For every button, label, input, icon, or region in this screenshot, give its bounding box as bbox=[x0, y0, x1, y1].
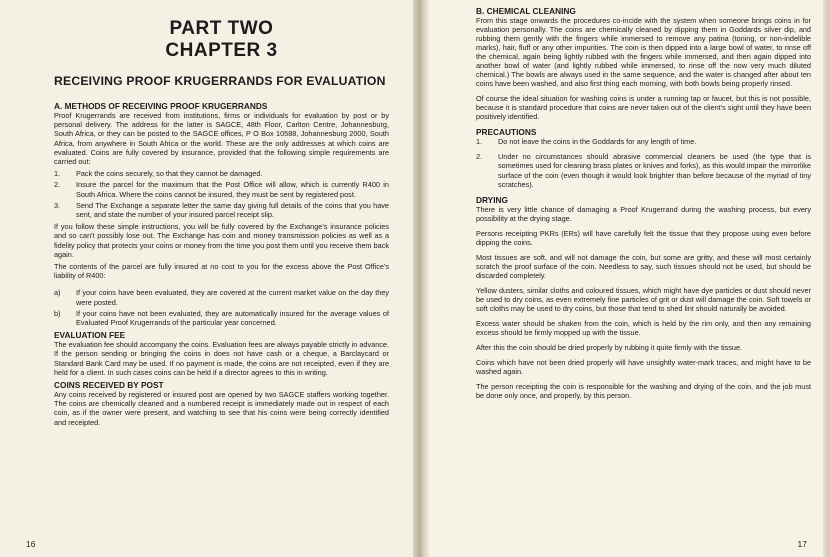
list-number: 2. bbox=[476, 152, 483, 162]
list-number: 3. bbox=[54, 200, 61, 210]
list-item bbox=[54, 180, 389, 198]
page-number-right: 17 bbox=[797, 539, 807, 549]
list-text: Under no circumstances should abrasive commercial cleaners be used (the type that is sometimes used for cleaning brass plates or knives and forks), as this would impair the mirrorlike surface of the coin (even though it would look brighter than before because of the myriad of tiny scratches). bbox=[498, 152, 811, 189]
list-text: If your coins have been evaluated, they are covered at the current market value on the day they were posted. bbox=[76, 288, 389, 307]
coins-by-post-title: COINS RECEIVED BY POST bbox=[54, 380, 164, 391]
paragraph-contents: The contents of the parcel are fully insured at no cost to you for the excess above the Post Office's liability of R400: bbox=[54, 262, 389, 281]
drying-paragraph: Yellow dusters, similar cloths and coloured tissues, which might have dye particles or dust should never be used to dry coins, as even extremely fine particles of grit or dust will damage the coin. Soft towels or soft cloths may be used to dry coins, but those that tend to shed lint should naturally be avoided. bbox=[476, 286, 811, 314]
cleaning-text: From this stage onwards the procedures co-incide with the system when someone brings coins in for evaluation personally. The coins are chemically cleaned by dipping them in Goddards silver dip, and rubbing them gently with the fingers while immersed to remove any patina (toning, or non-indelible marks), hair, fluff or any other impurities. The coin is then dipped into a large bowl of water, to rinse off the chemical, again being lightly rubbed with the fingers while immersed, and then again dipped into another bowl of water (and lightly rubbed while immersed, to rinse off the now very much diluted chemical.) The bowls are always used in the same sequence, and the water is changed after about ten coins have been washed, and also first thing each morning, with both bowls being properly rinsed. bbox=[476, 16, 811, 88]
precautions-list bbox=[476, 137, 811, 189]
list-item bbox=[54, 309, 389, 327]
drying-title: DRYING bbox=[476, 195, 508, 206]
page-number-left: 16 bbox=[26, 539, 36, 549]
list-number: 2. bbox=[54, 180, 61, 190]
list-number: b) bbox=[54, 308, 61, 318]
list-number: a) bbox=[54, 288, 61, 298]
list-text: If your coins have not been evaluated, they are automatically insured for the average values of Evaluated Proof Krugerrands of the particular year concerned. bbox=[76, 308, 389, 328]
list-text: Do not leave the coins in the Goddards for any length of time. bbox=[498, 137, 697, 146]
paragraph-follow: If you follow these simple instructions, you will be fully covered by the Exchange's insurance policies and so can't possibly lose out. The Exchange has coin and money transmission policies as well as a fidelity policy that protects your coins or money from the time you post them until you receive them back again. bbox=[54, 222, 389, 259]
coins-by-post-text: Any coins received by registered or insured post are opened by two SAGCE staffers working together. The coins are chemically cleaned and a numbered receipt is immediately made out in respect of each coin, as if the owner were present, and watching to see that his coins were being correctly identified and receipted. bbox=[54, 390, 389, 427]
drying-paragraph: Coins which have not been dried properly will have unsightly water-mark traces, and might have to be washed again. bbox=[476, 358, 811, 377]
list-item bbox=[54, 201, 389, 219]
list-number: 1. bbox=[476, 137, 483, 146]
list-text: Send The Exchange a separate letter the same day giving full details of the coins that you have sent, and state the number of your insured parcel receipt slip. bbox=[76, 200, 389, 220]
steps-list bbox=[54, 169, 389, 219]
chapter-title: CHAPTER 3 bbox=[165, 40, 278, 61]
part-title: PART TWO bbox=[169, 18, 274, 39]
list-item bbox=[476, 137, 811, 146]
book-gutter bbox=[413, 0, 429, 557]
list-item bbox=[476, 152, 811, 189]
cases-list bbox=[54, 288, 389, 327]
drying-paragraph: After this the coin should be dried properly by rubbing it quite firmly with the tissue. bbox=[476, 343, 743, 353]
right-page bbox=[429, 0, 829, 557]
section-a-title: A. METHODS OF RECEIVING PROOF KRUGERRANDS bbox=[54, 101, 268, 111]
ideal-situation-text: Of course the ideal situation for washing coins is under a running tap or faucet, but this is not possible, because it is standard procedure that coins are never taken out of the client's sight until they have been positively identified. bbox=[476, 94, 811, 121]
list-text: Insure the parcel for the maximum that the Post Office will allow, which is currently R400 in South Africa. Where the coins cannot be insured, they must be sent by registered post. bbox=[76, 180, 389, 199]
evaluation-fee-title: EVALUATION FEE bbox=[54, 330, 126, 341]
section-a-intro: Proof Krugerrands are received from institutions, firms or individuals for evaluation by post or by personal delivery. The address for the latter is SAGCE, 48th Floor, Carlton Centre, Johannesburg, South Africa, or they can be posted to the SAGCE offices, P O Box 10588, Johannesburg 2000, South Africa, from anywhere in South Africa or the world. These are the only addresses at which coins are evaluated. Coins are fully covered by insurance, provided that the following simple requirements are carried out: bbox=[54, 111, 389, 167]
drying-paragraph: There is very little chance of damaging a Proof Krugerrand during the washing process, but every possibility at the drying stage. bbox=[476, 205, 811, 224]
drying-paragraph: Persons receipting PKRs (ERs) will have carefully felt the tissue that they propose using even before dipping the coins. bbox=[476, 229, 811, 248]
list-number: 1. bbox=[54, 169, 61, 179]
section-b-title: B. CHEMICAL CLEANING bbox=[476, 6, 576, 16]
drying-paragraph: Most tissues are soft, and will not damage the coin, but some are gritty, and these will most certainly scratch the proof surface of the coin. Needless to say, such tissues should not be used, but should be discarded completely. bbox=[476, 253, 811, 281]
chapter-heading: RECEIVING PROOF KRUGERRANDS FOR EVALUATION bbox=[54, 74, 386, 88]
evaluation-fee-text: The evaluation fee should accompany the coins. Evaluation fees are always payable strictly in advance. If the person sending or bringing the coins in does not have cash or a cheque, a Barclaycard or Standard Bank Card may be used. If no payment is made, the coins are not receipted, even if they are held for a client. In such cases coins can be held if a director agrees to this in writing. bbox=[54, 340, 389, 377]
drying-paragraph: Excess water should be shaken from the coin, which is held by the rim only, and then any remaining excess should be firmly mopped up with the tissue. bbox=[476, 319, 811, 338]
drying-paragraph: The person receipting the coin is responsible for the washing and drying of the coin, and the job must be done only once, and properly, by this person. bbox=[476, 382, 811, 401]
list-text: Pack the coins securely, so that they cannot be damaged. bbox=[76, 169, 263, 179]
precautions-title: PRECAUTIONS bbox=[476, 127, 537, 137]
left-page bbox=[0, 0, 413, 557]
list-item bbox=[54, 288, 389, 306]
list-item bbox=[54, 169, 389, 178]
